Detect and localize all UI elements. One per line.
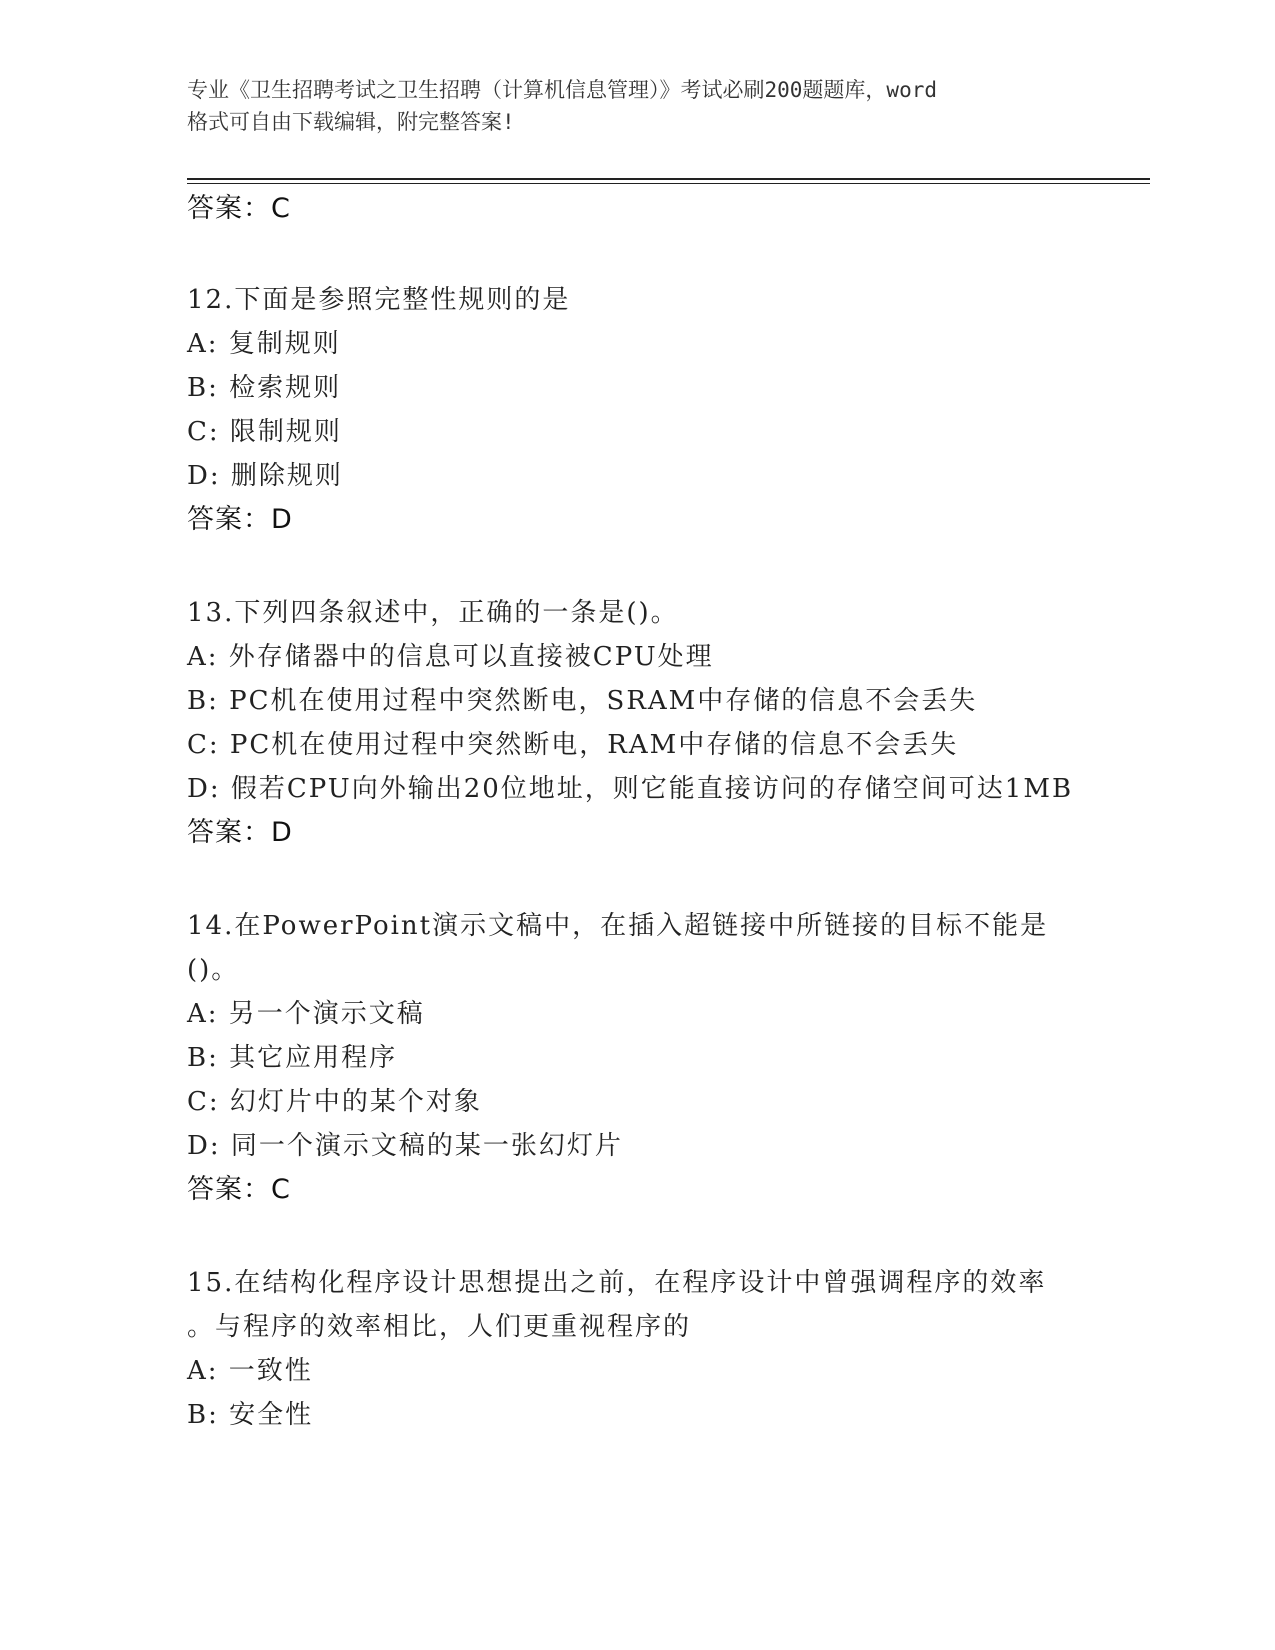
- question-13-answer: 答案：D: [187, 817, 293, 848]
- question-14-option-c: C: 幻灯片中的某个对象: [187, 1087, 482, 1117]
- question-15-stem-line-1: 15.在结构化程序设计思想提出之前，在程序设计中曾强调程序的效率: [187, 1268, 1047, 1298]
- question-13-option-b: B: PC机在使用过程中突然断电，SRAM中存储的信息不会丢失: [187, 686, 978, 716]
- document-header: [187, 74, 1087, 138]
- question-13-option-d: D: 假若CPU向外输出20位地址，则它能直接访问的存储空间可达1MB: [187, 774, 1074, 804]
- question-12-answer: 答案：D: [187, 504, 293, 535]
- question-15-stem-line-2: 。与程序的效率相比，人们更重视程序的: [187, 1312, 692, 1342]
- question-15-option-a: A: 一致性: [187, 1356, 313, 1386]
- question-13-stem: 13.下列四条叙述中，正确的一条是()。: [187, 598, 679, 628]
- question-14-stem-line-1: 14.在PowerPoint演示文稿中，在插入超链接中所链接的目标不能是: [187, 911, 1049, 941]
- header-line-1: 专业《卫生招聘考试之卫生招聘（计算机信息管理）》考试必刷200题题库，word: [187, 78, 937, 102]
- question-13-option-c: C: PC机在使用过程中突然断电，RAM中存储的信息不会丢失: [187, 730, 959, 760]
- question-12-stem: 12.下面是参照完整性规则的是: [187, 285, 571, 315]
- question-14-stem-line-2: ()。: [187, 955, 240, 985]
- question-15-option-b: B: 安全性: [187, 1400, 314, 1430]
- question-12-option-a: A: 复制规则: [187, 329, 341, 359]
- question-12-option-c: C: 限制规则: [187, 417, 342, 447]
- answer-line: 答案：C: [187, 193, 291, 224]
- question-14-answer: 答案：C: [187, 1174, 291, 1205]
- question-14-option-b: B: 其它应用程序: [187, 1043, 398, 1073]
- question-13-option-a: A: 外存储器中的信息可以直接被CPU处理: [187, 642, 714, 672]
- question-14-option-d: D: 同一个演示文稿的某一张幻灯片: [187, 1131, 623, 1161]
- header-line-2: 格式可自由下载编辑，附完整答案!: [187, 110, 515, 134]
- question-12-option-b: B: 检索规则: [187, 373, 342, 403]
- question-14-option-a: A: 另一个演示文稿: [187, 999, 425, 1029]
- header-divider-thick: [187, 178, 1150, 180]
- question-12-option-d: D: 删除规则: [187, 461, 343, 491]
- header-divider-thin: [187, 183, 1150, 184]
